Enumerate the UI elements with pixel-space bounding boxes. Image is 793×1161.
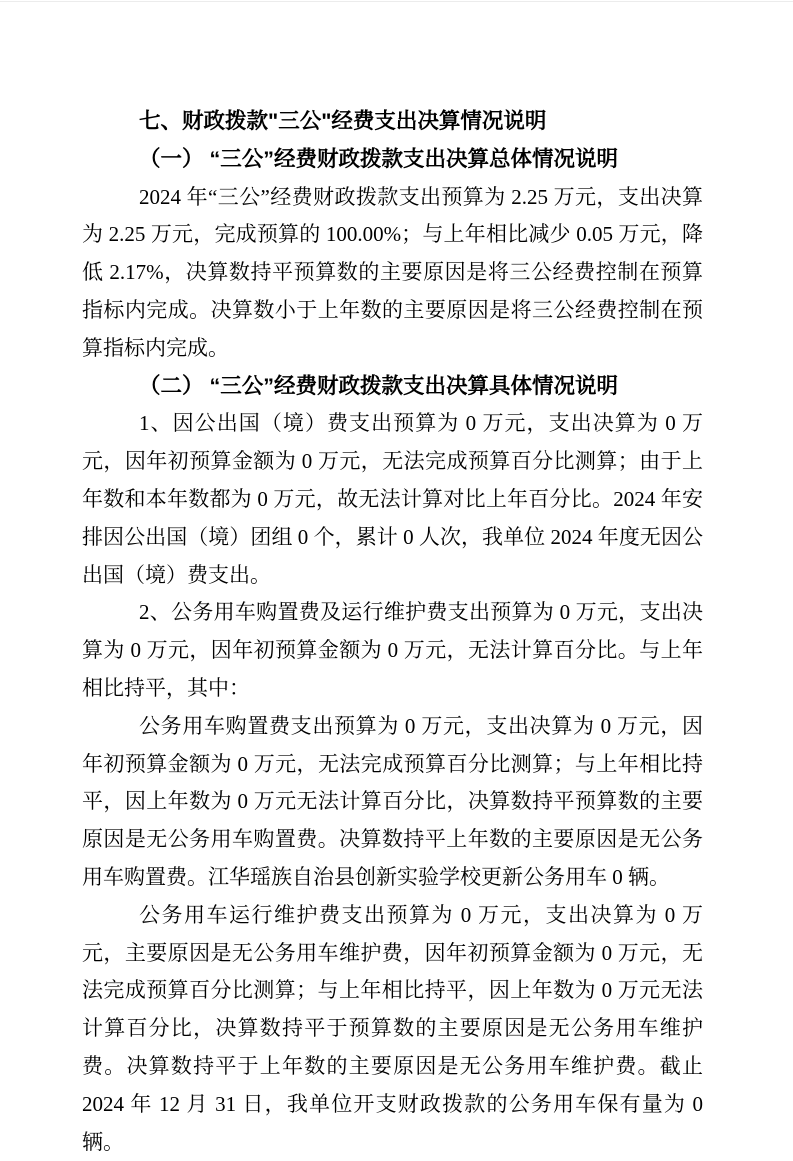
paragraph-vehicle-purchase: 公务用车购置费支出预算为 0 万元，支出决算为 0 万元，因年初预算金额为 0 万元，无法完成预算百分比测算；与上年相比持平，因上年数为 0 万元无法计算百分比，决算数持平预算数的主要原因是无公务用车购置费。决算数持平上年数的主要原因是无公务用车购置费。江华瑶族自治县创新实验学校更新公务用车 0 辆。 — [82, 713, 703, 889]
paragraph-vehicle-overall: 2、公务用车购置费及运行维护费支出预算为 0 万元，支出决算为 0 万元，因年初预算金额为 0 万元，无法计算百分比。与上年相比持平，其中： — [82, 600, 703, 700]
heading-subsection-one: （一） “三公”经费财政拨款支出决算总体情况说明 — [139, 146, 618, 171]
heading-subsection-two: （二） “三公”经费财政拨款支出决算具体情况说明 — [139, 373, 618, 398]
page-edge-line — [0, 1, 793, 2]
paragraph-vehicle-maintenance: 公务用车运行维护费支出预算为 0 万元，支出决算为 0 万元，主要原因是无公务用车维护费，因年初预算金额为 0 万元，无法完成预算百分比测算；与上年相比持平，因上年数为 0 万元无法计算百分比，决算数持平于预算数的主要原因是无公务用车维护费。决算数持平于上年数的主要原因是无公务用车维护费。截止 2024 年 12 月 31 日，我单位开支财政拨款的公务用车保有量为 0 辆。 — [82, 902, 703, 1154]
paragraph-overall-explanation: 2024 年“三公”经费财政拨款支出预算为 2.25 万元，支出决算为 2.25 万元，完成预算的 100.00%；与上年相比减少 0.05 万元，降低 2.17%，决算数持平预算数的主要原因是将三公经费控制在预算指标内完成。决算数小于上年数的主要原因是将三公经费控制在预算指标内完成。 — [82, 184, 703, 360]
heading-section-seven: 七、财政拨款"三公"经费支出决算情况说明 — [139, 109, 547, 133]
paragraph-overseas-trip-expense: 1、因公出国（境）费支出预算为 0 万元，支出决算为 0 万元，因年初预算金额为 0 万元，无法完成预算百分比测算；由于上年数和本年数都为 0 万元，故无法计算对比上年百分比。2024 年安排因公出国（境）团组 0 个，累计 0 人次，我单位 2024 年度无因公出国（境）费支出。 — [82, 411, 703, 587]
